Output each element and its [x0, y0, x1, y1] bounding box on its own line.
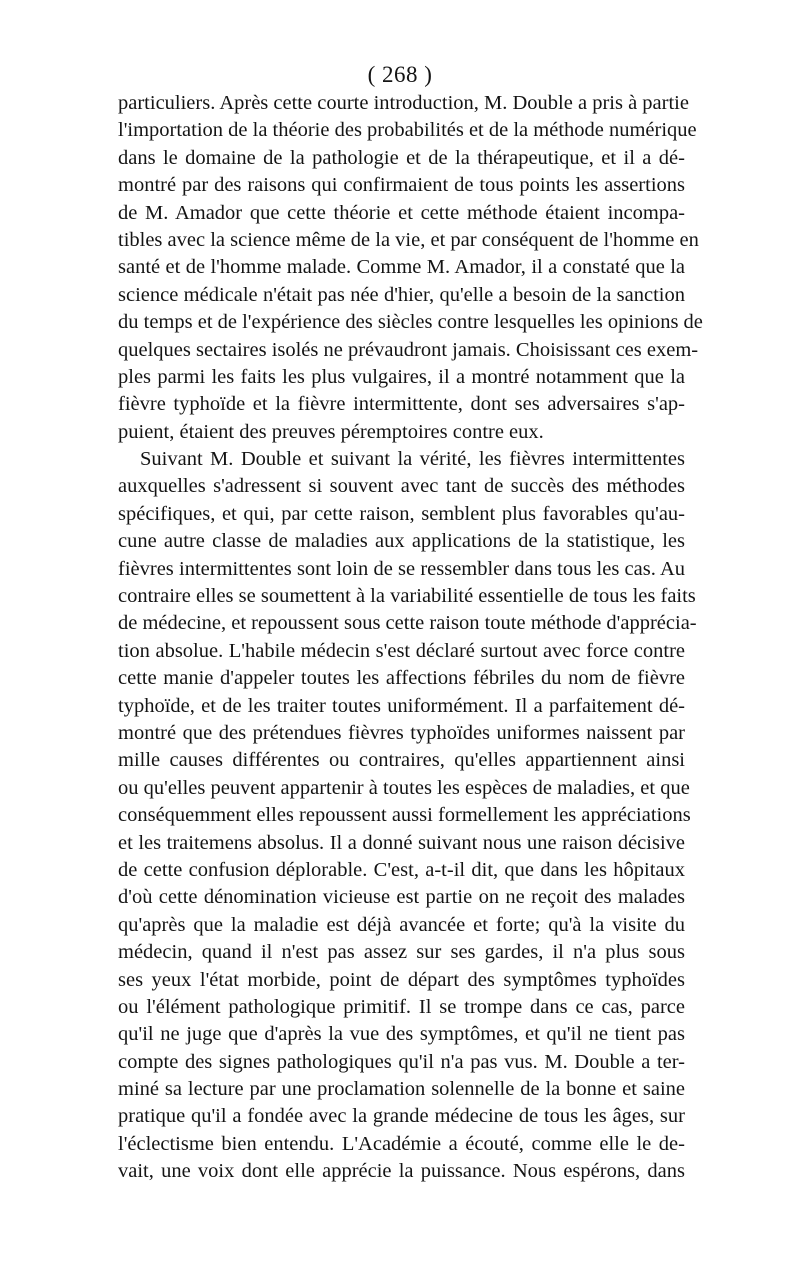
text-line: science médicale n'était pas née d'hier, qu'elle a besoin de la sanction	[118, 283, 685, 306]
text-line: puient, étaient des preuves péremptoires contre eux.	[118, 420, 544, 443]
text-line: qu'après que la maladie est déjà avancée et forte; qu'à la visite du	[118, 913, 685, 936]
text-line: tibles avec la science même de la vie, et par conséquent de l'homme en	[118, 228, 699, 251]
body-text	[118, 90, 703, 1186]
text-line: dans le domaine de la pathologie et de la thérapeutique, et il a dé-	[118, 146, 685, 169]
text-line: ples parmi les faits les plus vulgaires, il a montré notamment que la	[118, 365, 685, 388]
text-line: typhoïde, et de les traiter toutes uniformément. Il a parfaitement dé-	[118, 694, 685, 717]
text-line: montré par des raisons qui confirmaient de tous points les assertions	[118, 174, 685, 197]
text-line: d'où cette dénomination vicieuse est partie on ne reçoit des malades	[118, 886, 685, 909]
text-line: santé et de l'homme malade. Comme M. Amador, il a constaté que la	[118, 256, 685, 279]
text-line: du temps et de l'expérience des siècles contre lesquelles les opinions de	[118, 311, 703, 334]
text-line: ses yeux l'état morbide, point de départ des symptômes typhoïdes	[118, 968, 685, 991]
text-line: compte des signes pathologiques qu'il n'a pas vus. M. Double a ter-	[118, 1050, 685, 1073]
text-line: qu'il ne juge que d'après la vue des symptômes, et qu'il ne tient pas	[118, 1023, 685, 1046]
text-line: contraire elles se soumettent à la variabilité essentielle de tous les faits	[118, 585, 696, 608]
text-line: auxquelles s'adressent si souvent avec tant de succès des méthodes	[118, 475, 685, 498]
page-number: ( 268 )	[367, 62, 433, 87]
text-line: fièvres intermittentes sont loin de se ressembler dans tous les cas. Au	[118, 557, 685, 580]
text-line: et les traitemens absolus. Il a donné suivant nous une raison décisive	[118, 831, 685, 854]
text-line: vait, une voix dont elle apprécie la puissance. Nous espérons, dans	[118, 1160, 685, 1183]
text-line: l'éclectisme bien entendu. L'Académie a écouté, comme elle le de-	[118, 1132, 685, 1155]
text-line: ou l'élément pathologique primitif. Il se trompe dans ce cas, parce	[118, 995, 685, 1018]
text-line: de médecine, et repoussent sous cette raison toute méthode d'apprécia-	[118, 612, 697, 635]
text-line: de cette confusion déplorable. C'est, a-t-il dit, que dans les hôpitaux	[118, 858, 685, 881]
text-line: cette manie d'appeler toutes les affections fébriles du nom de fièvre	[118, 667, 685, 690]
text-line: Suivant M. Double et suivant la vérité, les fièvres intermittentes	[140, 448, 685, 471]
text-line: de M. Amador que cette théorie et cette méthode étaient incompa-	[118, 201, 685, 224]
text-line: cune autre classe de maladies aux applications de la statistique, les	[118, 530, 685, 553]
text-line: quelques sectaires isolés ne prévaudront jamais. Choisissant ces exem-	[118, 338, 699, 361]
text-line: conséquemment elles repoussent aussi formellement les appréciations	[118, 804, 691, 827]
text-line: miné sa lecture par une proclamation solennelle de la bonne et saine	[118, 1078, 685, 1101]
text-line: montré que des prétendues fièvres typhoïdes uniformes naissent par	[118, 721, 685, 744]
text-line: médecin, quand il n'est pas assez sur ses gardes, il n'a plus sous	[118, 941, 685, 964]
text-line: fièvre typhoïde et la fièvre intermittente, dont ses adversaires s'ap-	[118, 393, 685, 416]
text-line: spécifiques, et qui, par cette raison, semblent plus favorables qu'au-	[118, 502, 685, 525]
text-line: tion absolue. L'habile médecin s'est déclaré surtout avec force contre	[118, 639, 685, 662]
text-line: particuliers. Après cette courte introduction, M. Double a pris à partie	[118, 92, 689, 114]
text-line: pratique qu'il a fondée avec la grande médecine de tous les âges, sur	[118, 1105, 685, 1128]
text-line: l'importation de la théorie des probabilités et de la méthode numérique	[118, 119, 697, 142]
paragraph	[118, 446, 697, 1186]
paragraph	[118, 90, 703, 446]
text-line: ou qu'elles peuvent appartenir à toutes les espèces de maladies, et que	[118, 776, 690, 799]
text-line: mille causes différentes ou contraires, qu'elles appartiennent ainsi	[118, 749, 685, 772]
